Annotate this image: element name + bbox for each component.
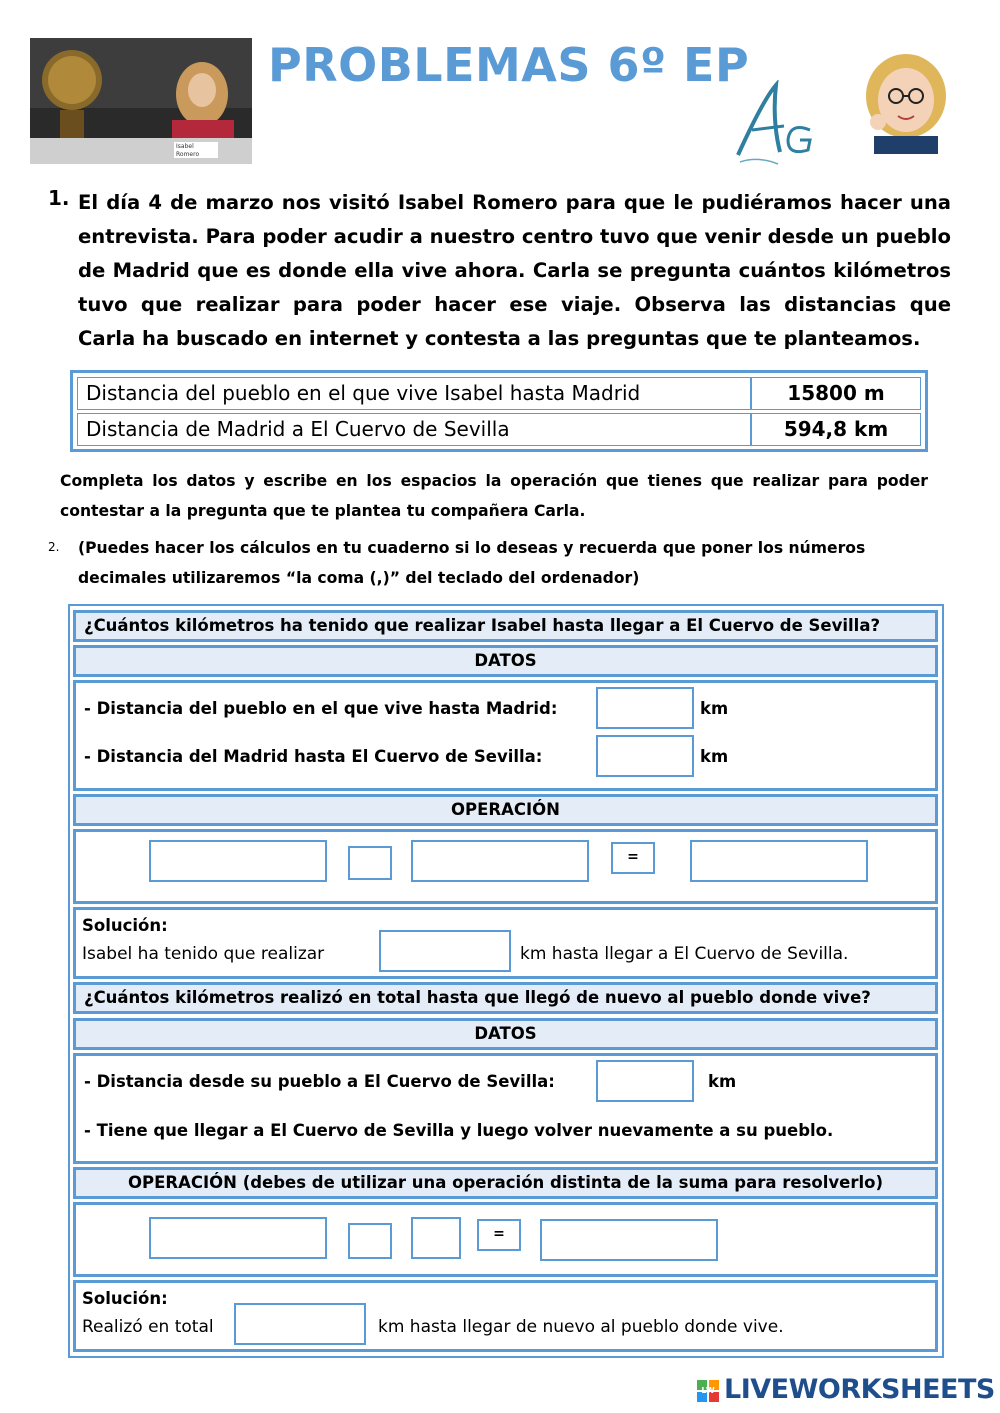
operand-2-input[interactable] [411,840,589,882]
question-1-text: ¿Cuántos kilómetros ha tenido que realizar Isabel hasta llegar a El Cuervo de Sevilla? [84,616,881,635]
distance-row [77,377,921,410]
datos-2-label: DATOS [474,1024,537,1043]
operacion-2-box [73,1202,938,1277]
problem-number: 1. [48,186,70,210]
distance-pueblo-cuervo-input[interactable] [596,1060,694,1102]
equals-sign: = [477,1219,521,1251]
solucion-1-suffix: km hasta llegar a El Cuervo de Sevilla. [520,944,849,964]
liveworksheets-icon-letters: LW [701,1386,715,1395]
teacher-avatar-illustration [856,50,954,154]
distance-value: 594,8 km [750,414,920,445]
operacion-1-label: OPERACIÓN [451,800,560,819]
distance-label: Distancia del pueblo en el que vive Isabel hasta Madrid [86,381,641,405]
dato-2-label: - Distancia del Madrid hasta El Cuervo de Sevilla: [84,747,543,766]
dato-3-unit: km [708,1072,737,1091]
solucion-1-prefix: Isabel ha tenido que realizar [82,944,325,964]
interview-photo [30,38,252,164]
operator-input[interactable] [348,846,392,880]
svg-text:Isabel: Isabel [176,143,194,150]
question-2-text: ¿Cuántos kilómetros realizó en total hasta que llegó de nuevo al pueblo donde vive? [84,988,871,1007]
distance-pueblo-madrid-input[interactable] [596,687,694,729]
datos-1-header [73,645,938,677]
problem-line-1: El día 4 de marzo nos visitó Isabel Romero para que le pudiéramos hacer una [78,191,951,214]
interview-photo-illustration [30,38,252,164]
operacion-1-header [73,794,938,826]
instructions-text: Completa los datos y escribe en los espacios la operación que tienes que realizar para poder contestar a la pregunta que te plantea tu compañera Carla. [60,472,928,520]
problem-line-4: tuvo que realizar para poder hacer ese viaje. Observa las distancias que [78,293,951,316]
calculation-note-line-1: (Puedes hacer los cálculos en tu cuaderno si lo deseas y recuerda que poner los números [78,539,866,557]
question-1-header [73,610,938,642]
author-logo-mark [728,80,828,170]
result-input[interactable] [540,1219,718,1261]
solucion-1-box [73,907,938,979]
datos-2-header [73,1018,938,1050]
problem-line-3: de Madrid que es donde ella vive ahora. Carla se pregunta cuántos kilómetros [78,259,951,282]
solution-2-input[interactable] [234,1303,366,1345]
solution-1-input[interactable] [379,930,511,972]
operand-1-input[interactable] [149,1217,327,1259]
datos-1-box [73,680,938,791]
solucion-2-prefix: Realizó en total [82,1317,214,1337]
page-title: PROBLEMAS 6º EP [268,38,750,92]
problem-line-2: entrevista. Para poder acudir a nuestro centro tuvo que venir desde un pueblo [78,225,951,248]
teacher-avatar [856,50,954,154]
solucion-2-suffix: km hasta llegar de nuevo al pueblo donde vive. [378,1317,784,1337]
distance-label: Distancia de Madrid a El Cuervo de Sevilla [86,417,510,441]
dato-2-unit: km [700,747,729,766]
dato-4-label: - Tiene que llegar a El Cuervo de Sevilla y luego volver nuevamente a su pueblo. [84,1121,834,1140]
problem-text [78,186,951,322]
operand-2-input[interactable] [411,1217,461,1259]
datos-1-label: DATOS [474,651,537,670]
distance-table [70,370,928,452]
dato-1-label: - Distancia del pueblo en el que vive hasta Madrid: [84,699,558,718]
datos-2-box [73,1053,938,1164]
equals-sign: = [611,842,655,874]
svg-text:Romero: Romero [176,151,200,158]
question-2-header [73,982,938,1014]
operacion-1-box [73,829,938,904]
author-logo [728,80,828,170]
dato-1-unit: km [700,699,729,718]
operacion-2-header [73,1167,938,1199]
result-input[interactable] [690,840,868,882]
problem-line-5: Carla ha buscado en internet y contesta a las preguntas que te planteamos. [78,327,921,350]
solucion-1-label: Solución: [82,916,168,935]
distance-value: 15800 m [750,378,920,409]
operacion-2-label: OPERACIÓN (debes de utilizar una operación distinta de la suma para resolverlo) [128,1173,883,1192]
item-number-2: 2. [48,540,60,554]
calculation-note-line-2: decimales utilizaremos “la coma (,)” del teclado del ordenador) [78,569,640,587]
operand-1-input[interactable] [149,840,327,882]
distance-madrid-cuervo-input[interactable] [596,735,694,777]
calculation-note [78,533,940,593]
operator-input[interactable] [348,1223,392,1259]
distance-row [77,413,921,446]
solucion-2-label: Solución: [82,1289,168,1308]
dato-3-label: - Distancia desde su pueblo a El Cuervo de Sevilla: [84,1072,555,1091]
solucion-2-box [73,1280,938,1352]
liveworksheets-brand: LIVEWORKSHEETS [724,1374,995,1405]
